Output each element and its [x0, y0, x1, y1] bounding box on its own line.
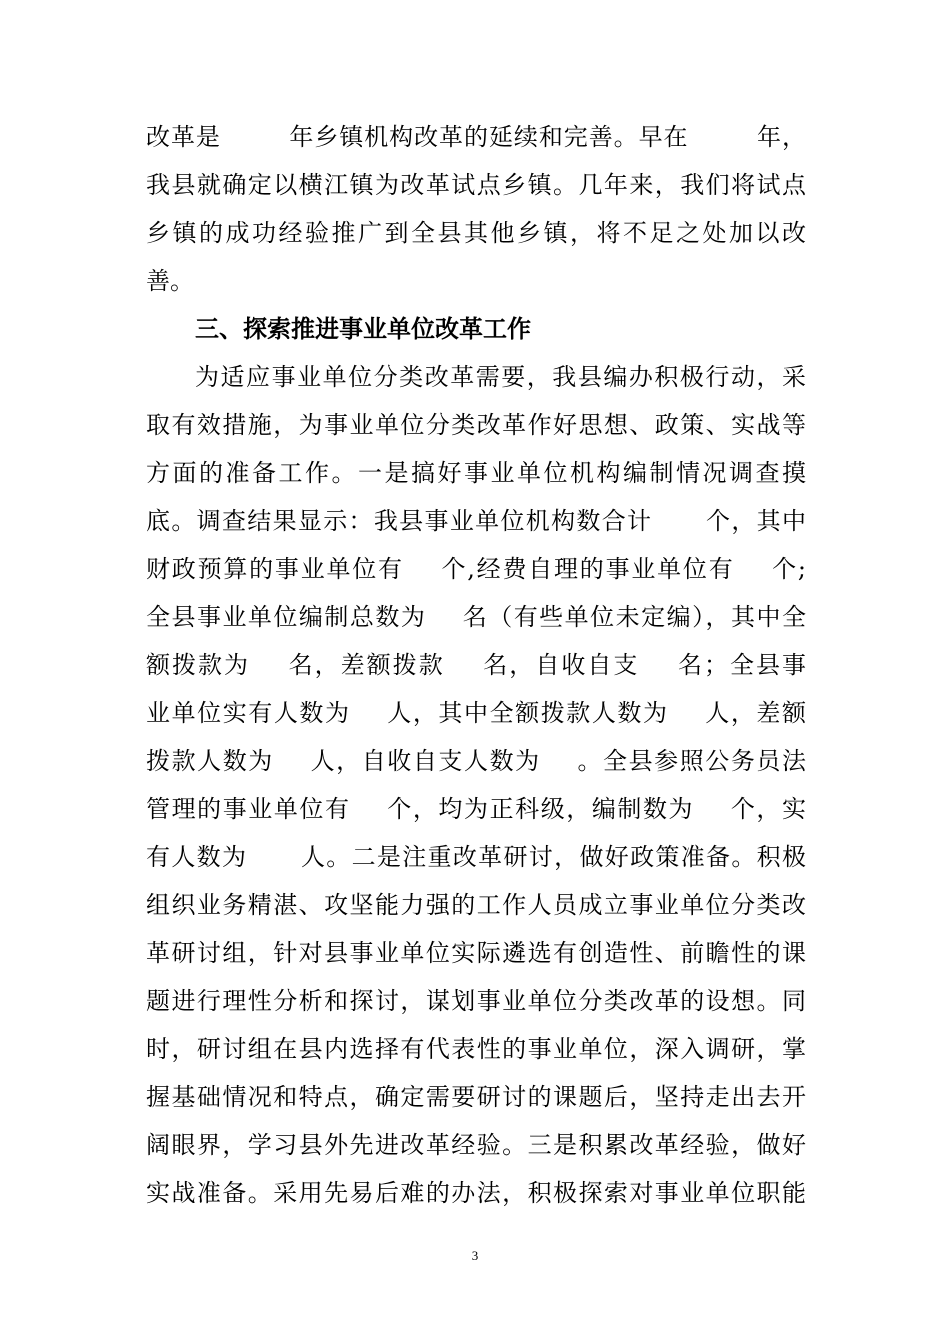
text-line: 全县事业单位编制总数为 名（有些单位未定编），其中全: [146, 603, 806, 631]
text-line: 组织业务精湛、攻坚能力强的工作人员成立事业单位分类改: [146, 891, 806, 919]
page-number: 3: [471, 1248, 479, 1263]
text-line: 为适应事业单位分类改革需要，我县编办积极行动，采: [195, 363, 806, 391]
text-line: 财政预算的事业单位有 个,经费自理的事业单位有 个;: [146, 555, 806, 583]
text-line: 管理的事业单位有 个，均为正科级，编制数为 个，实: [146, 795, 806, 823]
text-line: 题进行理性分析和探讨，谋划事业单位分类改革的设想。同: [146, 987, 806, 1015]
text-line: 握基础情况和特点，确定需要研讨的课题后，坚持走出去开: [146, 1083, 806, 1111]
text-line: 革研讨组，针对县事业单位实际遴选有创造性、前瞻性的课: [146, 939, 806, 967]
text-line: 改革是 年乡镇机构改革的延续和完善。早在 年，: [146, 123, 806, 151]
text-line: 额拨款为 名，差额拨款 名，自收自支 名；全县事: [146, 651, 806, 679]
text-line: 底。调查结果显示：我县事业单位机构数合计 个，其中: [146, 507, 806, 535]
text-line: 善。: [146, 267, 194, 295]
section-heading: 三、探索推进事业单位改革工作: [195, 315, 531, 343]
text-line: 实战准备。采用先易后难的办法，积极探索对事业单位职能: [146, 1179, 806, 1207]
text-line: 取有效措施，为事业单位分类改革作好思想、政策、实战等: [146, 411, 806, 439]
text-line: 有人数为 人。二是注重改革研讨，做好政策准备。积极: [146, 843, 806, 871]
text-line: 阔眼界，学习县外先进改革经验。三是积累改革经验，做好: [146, 1131, 806, 1159]
text-line: 拨款人数为 人，自收自支人数为 。全县参照公务员法: [146, 747, 806, 775]
text-line: 业单位实有人数为 人，其中全额拨款人数为 人，差额: [146, 699, 806, 727]
text-line: 方面的准备工作。一是搞好事业单位机构编制情况调查摸: [146, 459, 806, 487]
text-line: 乡镇的成功经验推广到全县其他乡镇，将不足之处加以改: [146, 219, 806, 247]
text-line: 时，研讨组在县内选择有代表性的事业单位，深入调研，掌: [146, 1035, 806, 1063]
text-line: 我县就确定以横江镇为改革试点乡镇。几年来，我们将试点: [146, 171, 806, 199]
